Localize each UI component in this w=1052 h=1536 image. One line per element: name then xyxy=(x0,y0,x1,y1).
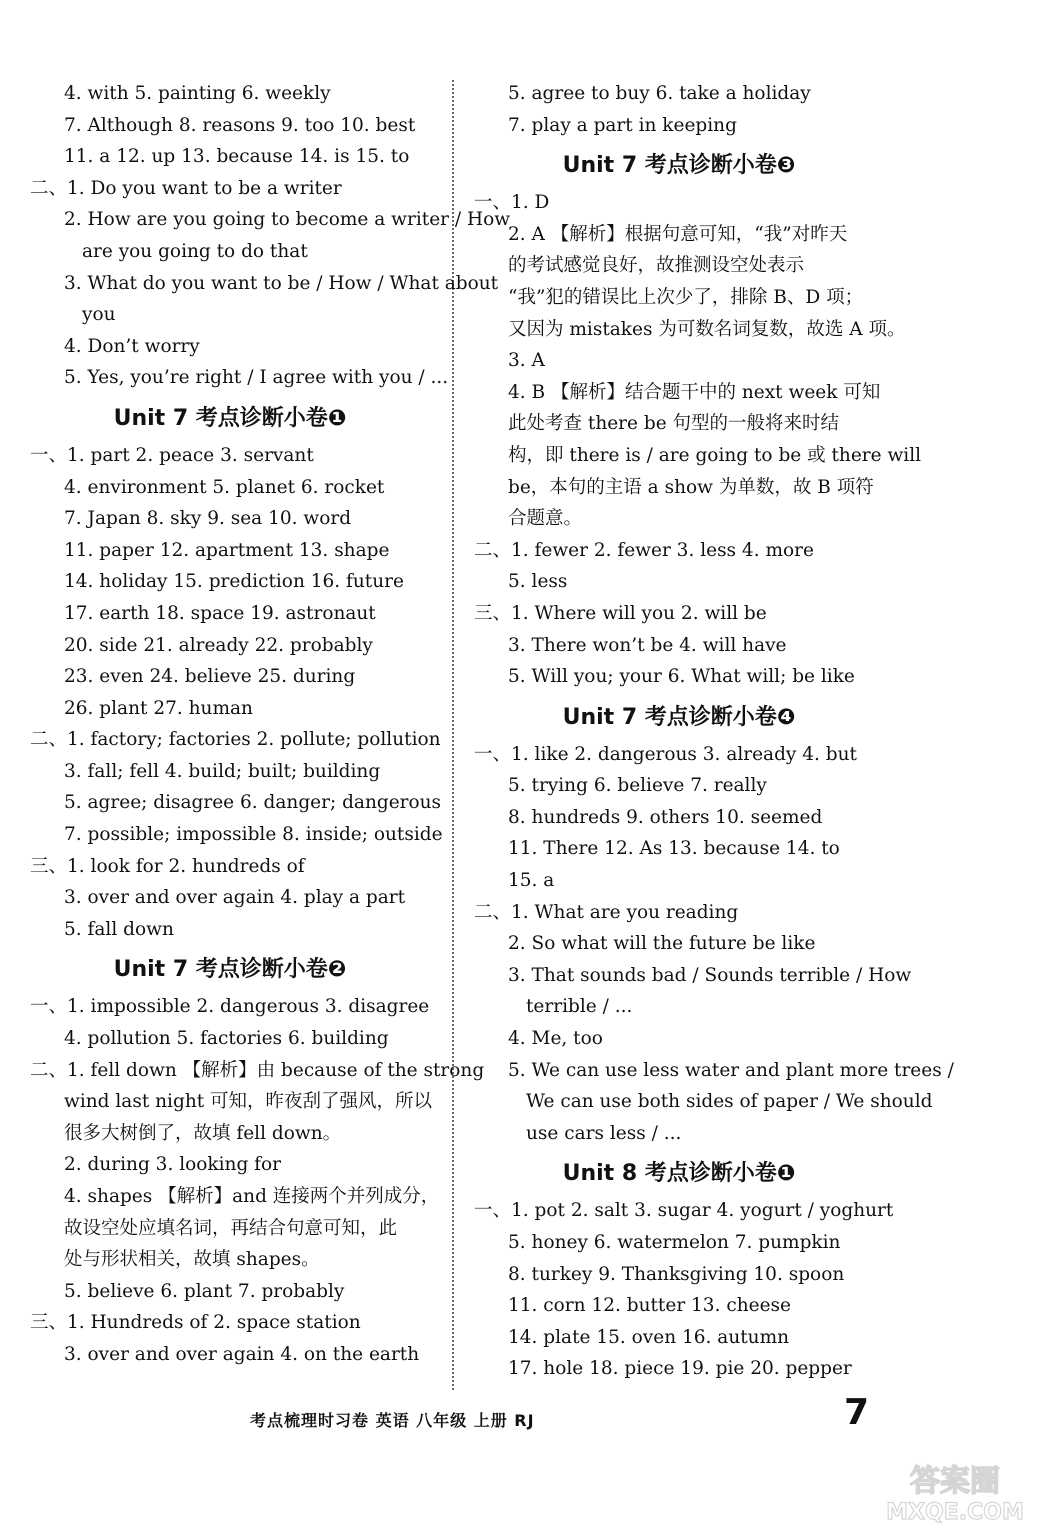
answer-line: 5. believe 6. plant 7. probably xyxy=(64,1280,345,1302)
unit-heading: Unit 7 考点诊断小卷❸ xyxy=(562,153,796,179)
answer-line: 7. play a part in keeping xyxy=(508,114,737,136)
watermark-top-text: 答案圈 xyxy=(910,1464,1000,1499)
answer-line: 三、1. Hundreds of 2. space station xyxy=(30,1312,361,1334)
unit-heading: Unit 8 考点诊断小卷❶ xyxy=(562,1161,796,1187)
answer-line: 5. Yes, you’re right / I agree with you / ... xyxy=(64,367,449,389)
answer-line: 3. What do you want to be / How / What about xyxy=(64,272,499,294)
answer-line: 17. hole 18. piece 19. pie 20. pepper xyxy=(508,1358,852,1380)
left-column xyxy=(30,78,511,1371)
answer-line: 4. with 5. painting 6. weekly xyxy=(64,83,331,104)
answer-line: 3. That sounds bad / Sounds terrible / How xyxy=(508,964,912,986)
answer-line: 5. honey 6. watermelon 7. pumpkin xyxy=(508,1232,841,1253)
answer-line: 一、1. D xyxy=(474,192,550,214)
answer-line: 2. A 【解析】根据句意可知，“我”对昨天 xyxy=(508,223,848,245)
answer-line: 23. even 24. believe 25. during xyxy=(64,666,356,688)
answer-line: 2. How are you going to become a writer / How xyxy=(64,209,511,231)
answer-line: 4. B 【解析】结合题干中的 next week 可知 xyxy=(508,381,881,403)
answer-line: are you going to do that xyxy=(82,240,308,262)
answer-line: 11. corn 12. butter 13. cheese xyxy=(508,1295,791,1317)
answer-line: 4. shapes 【解析】and 连接两个并列成分， xyxy=(64,1186,440,1207)
answer-line: 很多大树倒了，故填 fell down。 xyxy=(64,1122,342,1144)
answer-line: 故设空处应填名词，再结合句意可知，此 xyxy=(64,1217,398,1239)
answer-line: 14. plate 15. oven 16. autumn xyxy=(508,1326,790,1348)
answer-line: use cars less / ... xyxy=(526,1122,682,1144)
unit-heading: Unit 7 考点诊断小卷❶ xyxy=(113,405,347,431)
answer-line: 26. plant 27. human xyxy=(64,697,253,719)
answer-line: 5. less xyxy=(508,571,568,593)
answer-line: 8. turkey 9. Thanksgiving 10. spoon xyxy=(508,1263,845,1285)
answer-line: 又因为 mistakes 为可数名词复数，故选 A 项。 xyxy=(508,318,906,340)
answer-line: you xyxy=(82,304,116,326)
answer-line: 5. agree to buy 6. take a holiday xyxy=(508,83,811,104)
answer-line: 构，即 there is / are going to be 或 there will xyxy=(508,444,922,466)
answer-line: 3. over and over again 4. on the earth xyxy=(64,1343,420,1365)
answer-line: 二、1. Do you want to be a writer xyxy=(30,177,342,199)
answer-line: 此处考查 there be 句型的一般将来时结 xyxy=(508,413,840,435)
answer-line: 的考试感觉良好，故推测设空处表示 xyxy=(508,255,805,277)
answer-line: 5. fall down xyxy=(64,918,174,940)
answer-line: 一、1. pot 2. salt 3. sugar 4. yogurt / yoghurt xyxy=(474,1200,894,1222)
answer-line: We can use both sides of paper / We should xyxy=(526,1091,933,1113)
answer-line: 5. trying 6. believe 7. really xyxy=(508,775,767,797)
answer-line: wind last night 可知，昨夜刮了强风，所以 xyxy=(64,1091,433,1113)
answer-line: 二、1. fell down 【解析】由 because of the strong xyxy=(30,1059,485,1081)
answer-line: 8. hundreds 9. others 10. seemed xyxy=(508,806,823,828)
answer-line: 20. side 21. already 22. probably xyxy=(64,634,373,656)
watermark-bottom-text: MXQE.COM xyxy=(886,1500,1024,1525)
answer-line: 5. We can use less water and plant more trees / xyxy=(508,1059,954,1081)
answer-line: 4. pollution 5. factories 6. building xyxy=(64,1028,389,1050)
answer-line: 二、1. What are you reading xyxy=(474,901,739,923)
answer-line: 合题意。 xyxy=(508,508,583,530)
answer-line: 2. So what will the future be like xyxy=(508,933,816,955)
answer-line: 一、1. part 2. peace 3. servant xyxy=(30,444,314,466)
answer-line: 5. Will you; your 6. What will; be like xyxy=(508,666,855,688)
answer-line: 4. Me, too xyxy=(508,1028,603,1050)
answer-line: 7. possible; impossible 8. inside; outside xyxy=(64,824,443,846)
unit-heading: Unit 7 考点诊断小卷❹ xyxy=(562,704,796,730)
page-number: 7 xyxy=(844,1392,870,1433)
answer-line: 处与形状相关，故填 shapes。 xyxy=(64,1249,320,1271)
answer-line: 7. Japan 8. sky 9. sea 10. word xyxy=(64,508,352,530)
answer-line: be，本句的主语 a show 为单数，故 B 项符 xyxy=(508,476,874,498)
answer-line: 二、1. factory; factories 2. pollute; pollution xyxy=(30,729,441,751)
answer-line: 3. A xyxy=(508,350,545,372)
answer-line: 3. over and over again 4. play a part xyxy=(64,887,406,909)
answer-line: 三、1. look for 2. hundreds of xyxy=(30,855,305,877)
right-column xyxy=(474,78,954,1385)
answer-line: “我”犯的错误比上次少了，排除 B、D 项； xyxy=(508,286,864,308)
answer-line: 二、1. fewer 2. fewer 3. less 4. more xyxy=(474,539,814,561)
answer-line: 一、1. impossible 2. dangerous 3. disagree xyxy=(30,996,430,1018)
answer-line: 5. agree; disagree 6. danger; dangerous xyxy=(64,792,442,814)
answer-line: terrible / ... xyxy=(526,996,633,1018)
answer-line: 3. fall; fell 4. build; built; building xyxy=(64,760,381,782)
answer-line: 11. paper 12. apartment 13. shape xyxy=(64,539,390,561)
answer-line: 2. during 3. looking for xyxy=(64,1154,282,1176)
answer-line: 4. environment 5. planet 6. rocket xyxy=(64,476,385,498)
answer-line: 一、1. like 2. dangerous 3. already 4. but xyxy=(474,743,857,765)
answer-line: 11. There 12. As 13. because 14. to xyxy=(508,838,840,860)
answer-line: 15. a xyxy=(508,870,555,892)
answer-line: 3. There won’t be 4. will have xyxy=(508,634,787,656)
footer-title: 考点梳理时习卷 英语 八年级 上册 RJ xyxy=(250,1411,535,1430)
answer-line: 三、1. Where will you 2. will be xyxy=(474,602,767,624)
watermark-logo xyxy=(870,1455,1040,1525)
unit-heading: Unit 7 考点诊断小卷❷ xyxy=(113,957,347,983)
answer-line: 11. a 12. up 13. because 14. is 15. to xyxy=(64,146,410,168)
answer-line: 17. earth 18. space 19. astronaut xyxy=(64,602,376,624)
answer-line: 7. Although 8. reasons 9. too 10. best xyxy=(64,114,416,136)
answer-line: 4. Don’t worry xyxy=(64,335,200,357)
answer-line: 14. holiday 15. prediction 16. future xyxy=(64,571,404,593)
